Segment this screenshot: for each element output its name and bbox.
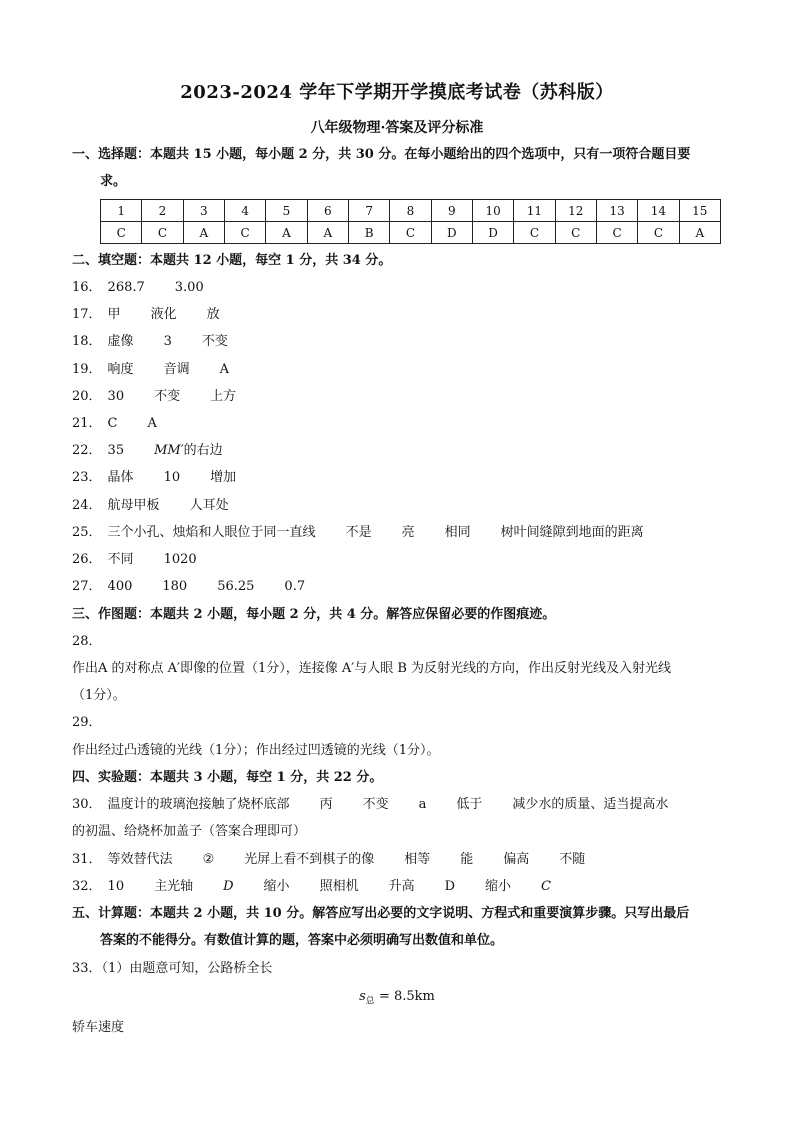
- answer-text: 增加: [210, 470, 237, 485]
- answer-text: 甲: [107, 307, 121, 322]
- question-number: 17．: [72, 307, 102, 322]
- answer-text: 等效替代法: [107, 852, 173, 867]
- answer-key-answer-cell: A: [183, 222, 224, 244]
- question-30-answers: [72, 796, 732, 814]
- answer-text: C: [107, 416, 118, 431]
- answer-text: 液化: [150, 307, 177, 322]
- answer-key-table: [100, 199, 721, 244]
- section5-header-cont: 答案的不能得分。有数值计算的题，答案中必须明确写出数值和单位。: [100, 933, 504, 948]
- question-30-answers-cont: 的初温、给烧杯加盖子（答案合理即可）: [72, 824, 307, 839]
- answer-key-number-cell: 2: [142, 200, 183, 222]
- answer-key-answer-cell: A: [307, 222, 348, 244]
- question-number: 23．: [72, 470, 102, 485]
- fill-blank-item: [72, 469, 732, 487]
- section1-header-cont: 求。: [100, 174, 127, 189]
- fill-blank-item: [72, 361, 732, 379]
- answer-key-number-cell: 12: [555, 200, 596, 222]
- answer-text: 航母甲板: [107, 498, 160, 513]
- question-number: 16．: [72, 280, 102, 295]
- answer-text: 缩小: [263, 879, 290, 894]
- fill-blank-item: [72, 442, 732, 460]
- answer-text: 3: [163, 334, 172, 349]
- answer-text: 3.00: [174, 280, 204, 295]
- answer-text: 减少水的质量、适当提高水: [512, 797, 669, 812]
- answer-text: 不变: [154, 389, 181, 404]
- answer-key-answer-cell: C: [390, 222, 431, 244]
- answer-text: 不是: [345, 525, 372, 540]
- answer-text: 上方: [210, 389, 237, 404]
- answer-text: C: [541, 879, 551, 894]
- answer-text: 能: [460, 852, 474, 867]
- question-28-number: 28．: [72, 634, 102, 649]
- fill-blank-item: [72, 497, 732, 515]
- answer-text: 相同: [444, 525, 471, 540]
- answer-text: 相等: [404, 852, 431, 867]
- answer-key-answer-cell: A: [266, 222, 307, 244]
- answer-text: 音调: [163, 362, 190, 377]
- answer-text: 0.7: [284, 579, 306, 594]
- question-number: 32．: [72, 879, 102, 894]
- question-number: 18．: [72, 334, 102, 349]
- answer-text: D: [444, 879, 456, 894]
- answer-text: D: [223, 879, 234, 894]
- answer-text: a: [418, 797, 427, 812]
- answer-key-answer-cell: D: [431, 222, 472, 244]
- answer-text: 晶体: [107, 470, 134, 485]
- fill-blank-item: [72, 578, 732, 596]
- answer-text: 35: [107, 443, 125, 458]
- answer-key-number-cell: 15: [679, 200, 720, 222]
- answer-text: 偏高: [503, 852, 530, 867]
- answer-key-answer-cell: C: [638, 222, 679, 244]
- answer-italic-symbol: MM′: [154, 443, 184, 458]
- answer-text: 不随: [559, 852, 586, 867]
- fill-blank-item: [72, 524, 732, 542]
- answer-key-answer-cell: C: [224, 222, 265, 244]
- answer-text: 光屏上看不到棋子的像: [244, 852, 375, 867]
- answer-key-number-cell: 11: [514, 200, 555, 222]
- answer-key-answer-cell: D: [472, 222, 513, 244]
- fill-blank-item: [72, 306, 732, 324]
- answer-key-number-cell: 5: [266, 200, 307, 222]
- page-title: 2023-2024 学年下学期开学摸底考试卷（苏科版）: [180, 82, 614, 103]
- answer-key-number-cell: 4: [224, 200, 265, 222]
- answer-text: [154, 442, 223, 460]
- answer-key-number-cell: 6: [307, 200, 348, 222]
- answer-key-number-cell: 8: [390, 200, 431, 222]
- answer-text: 响度: [107, 362, 134, 377]
- answer-text: 树叶间缝隙到地面的距离: [500, 525, 644, 540]
- answer-text: 400: [107, 579, 133, 594]
- answer-text: 缩小: [485, 879, 512, 894]
- fill-blank-item: [72, 388, 732, 406]
- question-31-answers: [72, 851, 732, 869]
- question-number: 30．: [72, 797, 102, 812]
- question-33-car-speed: 轿车速度: [72, 1020, 125, 1035]
- answer-text: 丙: [319, 797, 333, 812]
- answer-key-number-cell: 14: [638, 200, 679, 222]
- question-number: 19．: [72, 362, 102, 377]
- question-number: 22．: [72, 443, 102, 458]
- section2-header: 二、填空题：本题共 12 小题，每空 1 分，共 34 分。: [72, 253, 392, 268]
- answer-text: 主光轴: [154, 879, 194, 894]
- answer-text: 人耳处: [189, 498, 229, 513]
- answer-text: 温度计的玻璃泡接触了烧杯底部: [107, 797, 290, 812]
- answer-key-answer-cell: C: [101, 222, 142, 244]
- section4-header: 四、实验题：本题共 3 小题，每空 1 分，共 22 分。: [72, 770, 383, 785]
- answer-text: 放: [206, 307, 220, 322]
- answer-key-numbers-row: [101, 200, 721, 222]
- formula-value: = 8.5km: [374, 989, 435, 1004]
- fill-blank-item: [72, 551, 732, 569]
- answer-text: A: [147, 416, 157, 431]
- answer-key-answer-cell: C: [596, 222, 637, 244]
- question-32-answers: [72, 878, 732, 896]
- answer-text: 不变: [201, 334, 228, 349]
- fill-blank-item: [72, 279, 732, 297]
- question-number: 31．: [72, 852, 102, 867]
- answer-text: 虚像: [107, 334, 134, 349]
- answer-text: ②: [202, 852, 215, 867]
- answer-key-number-cell: 13: [596, 200, 637, 222]
- answer-text: 低于: [456, 797, 483, 812]
- answer-text: 10: [163, 470, 181, 485]
- answer-text: 不变: [362, 797, 389, 812]
- question-29-text: 作出经过凸透镜的光线（1分）；作出经过凹透镜的光线（1分）。: [72, 743, 440, 758]
- question-number: 24．: [72, 498, 102, 513]
- question-28-text: 作出A 的对称点 A′即像的位置（1分），连接像 A′与人眼 B 为反射光线的方向，作出反射光线及入射光线: [72, 661, 672, 676]
- answer-key-answer-cell: C: [142, 222, 183, 244]
- answer-text: 180: [162, 579, 188, 594]
- formula-total-length: [0, 989, 794, 1007]
- answer-text: 照相机: [319, 879, 359, 894]
- answer-text: 56.25: [217, 579, 255, 594]
- answer-text-suffix: 的右边: [183, 443, 223, 458]
- answer-key-answer-cell: B: [348, 222, 389, 244]
- answer-key-answer-cell: C: [555, 222, 596, 244]
- answer-text: 不同: [107, 552, 134, 567]
- question-number: 21．: [72, 416, 102, 431]
- answer-text: 1020: [163, 552, 197, 567]
- section3-header: 三、作图题：本题共 2 小题，每小题 2 分，共 4 分。解答应保留必要的作图痕迹。: [72, 607, 556, 622]
- page-subtitle: 八年级物理·答案及评分标准: [310, 120, 484, 136]
- formula-subscript: 总: [365, 996, 375, 1007]
- answer-key-answers-row: [101, 222, 721, 244]
- answer-key-number-cell: 10: [472, 200, 513, 222]
- answer-text: 三个小孔、烛焰和人眼位于同一直线: [107, 525, 316, 540]
- answer-text: 30: [107, 389, 125, 404]
- answer-key-number-cell: 9: [431, 200, 472, 222]
- question-number: 25．: [72, 525, 102, 540]
- answer-key-number-cell: 3: [183, 200, 224, 222]
- question-number: 26．: [72, 552, 102, 567]
- section1-header: 一、选择题：本题共 15 小题，每小题 2 分，共 30 分。在每小题给出的四个选项中，只有一项符合题目要: [72, 147, 691, 162]
- question-29-number: 29．: [72, 715, 102, 730]
- answer-key-number-cell: 7: [348, 200, 389, 222]
- answer-key-answer-cell: A: [679, 222, 720, 244]
- fill-blank-item: [72, 415, 732, 433]
- answer-text: 升高: [388, 879, 415, 894]
- answer-text: A: [219, 362, 229, 377]
- question-number: 20．: [72, 389, 102, 404]
- formula-variable: s: [359, 989, 366, 1004]
- question-33-part1: 33．（1）由题意可知，公路桥全长: [72, 961, 273, 976]
- answer-key-number-cell: 1: [101, 200, 142, 222]
- answer-text: 亮: [401, 525, 415, 540]
- answer-text: 268.7: [107, 280, 145, 295]
- answer-key-answer-cell: C: [514, 222, 555, 244]
- section5-header: 五、计算题：本题共 2 小题，共 10 分。解答应写出必要的文字说明、方程式和重要演算步骤。只写出最后: [72, 906, 690, 921]
- question-28-text-cont: （1分）。: [72, 688, 126, 703]
- answer-text: 10: [107, 879, 125, 894]
- question-number: 27．: [72, 579, 102, 594]
- fill-blank-item: [72, 333, 732, 351]
